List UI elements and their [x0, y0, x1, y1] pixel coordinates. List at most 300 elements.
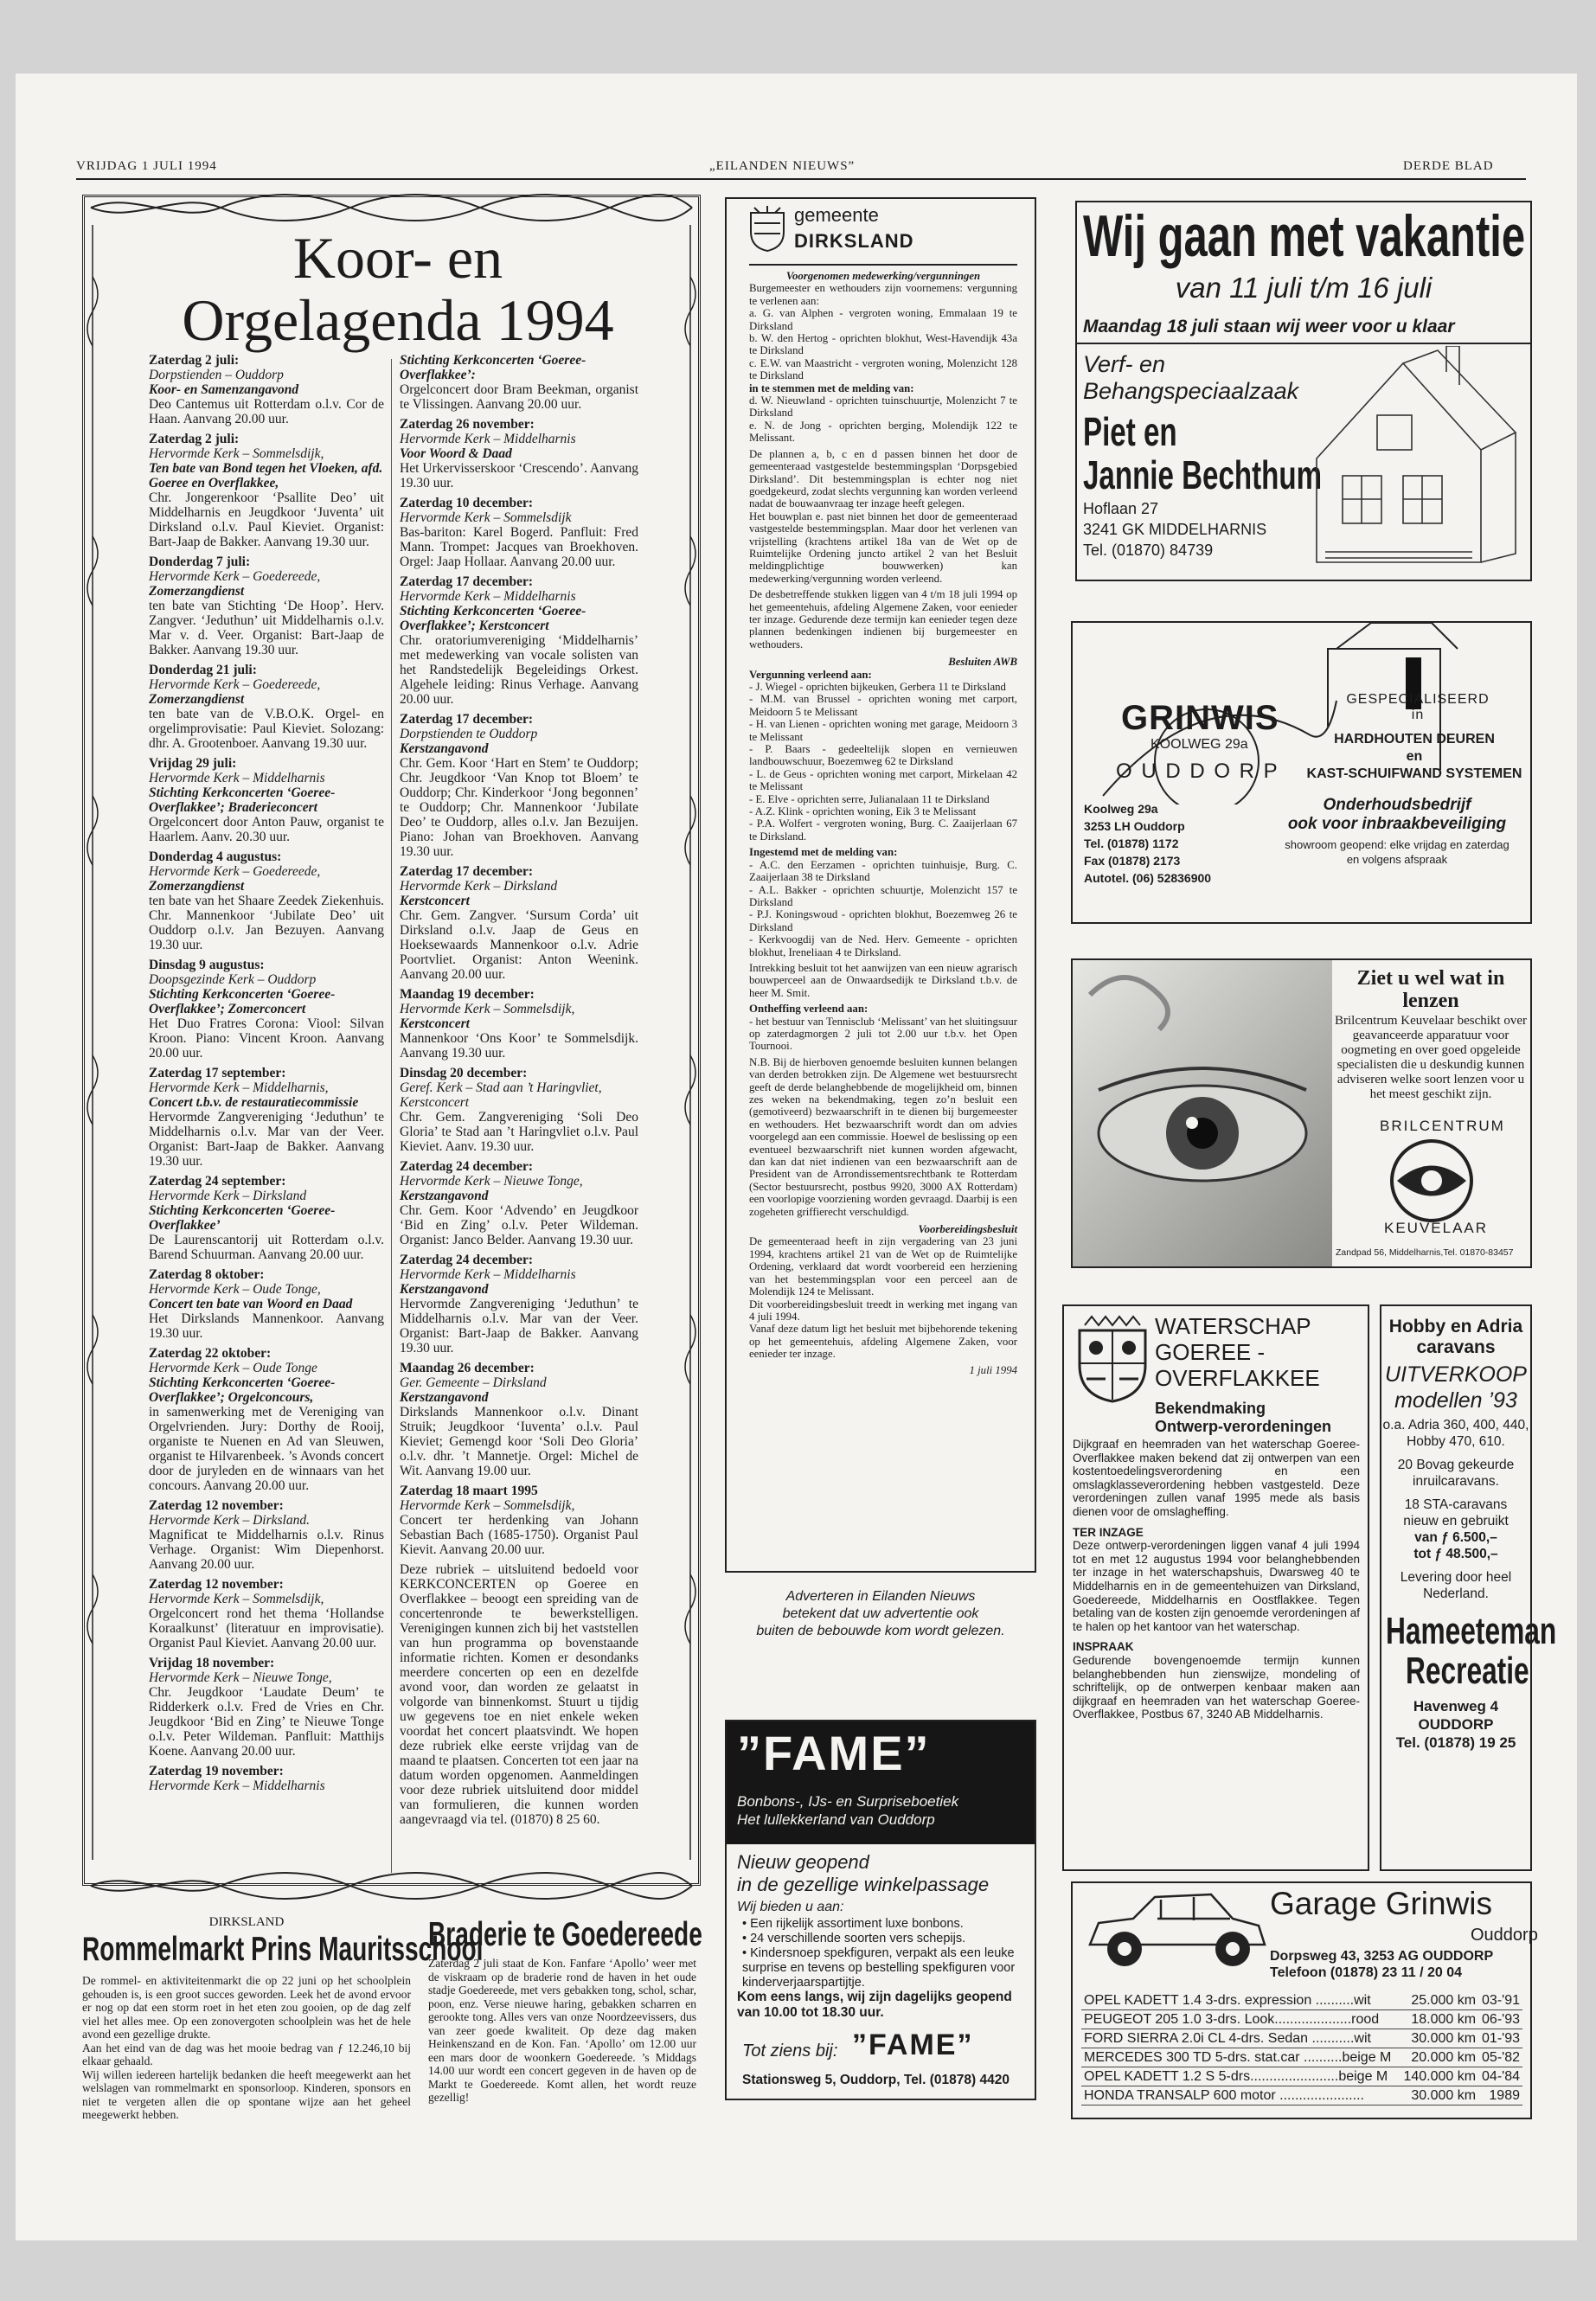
entry-date: Zaterdag 8 oktober:	[149, 1267, 265, 1282]
grinwis-showroom	[1263, 837, 1531, 867]
waterschap-name2: GOEREE -	[1155, 1339, 1266, 1365]
waterschap-name1: WATERSCHAP	[1155, 1313, 1311, 1339]
entry-location: Hervormde Kerk – Oude Tonge,	[149, 1282, 321, 1297]
car-year: 04-'84	[1478, 2067, 1522, 2086]
fame-bullet-item	[742, 1917, 1028, 1932]
header-paper-name: „EILANDEN NIEUWS”	[709, 159, 856, 173]
entry-location: Geref. Kerk – Stad aan ’t Haringvliet, Kerstconcert	[400, 1080, 602, 1110]
agenda-title	[121, 227, 675, 351]
gemeente-voorb: Voorbereidingsbesluit	[918, 1223, 1017, 1236]
entry-text: ten bate van het Shaare Zeedek Ziekenhuis. Chr. Mannenkoor ‘Jubilate Deo’ uit Ouddorp o.l.v. Jan Bezuyen. Aanvang 19.30 uur.	[149, 894, 384, 952]
entry-date: Zaterdag 17 december:	[400, 712, 534, 727]
entry-text: Hervormde Zangvereniging ‘Jeduthun’ te Middelharnis o.l.v. Mar van der Veer. Organist: Bart-Jaap de Bakker. Aanvang 19.30 uur.	[149, 1110, 384, 1169]
fame-ziens: Tot ziens bij:	[742, 2041, 838, 2061]
grinwis-c5: Autotel. (06) 52836900	[1084, 871, 1212, 885]
agenda-column-rule	[391, 359, 392, 1873]
grinwis-spec1: GESPECIALISEERD	[1346, 692, 1490, 707]
vakantie-type2: Behangspeciaalzaak	[1083, 378, 1299, 404]
waterschap-h3: INSPRAAK	[1073, 1640, 1134, 1654]
header-page-label: DERDE BLAD	[1403, 159, 1494, 173]
entry-location: Hervormde Kerk – Middelharnis	[400, 589, 576, 604]
header-rule	[76, 178, 1526, 180]
fame-address: Stationsweg 5, Ouddorp, Tel. (01878) 4420	[742, 2073, 1010, 2087]
gemeente-list-item: c. E.W. van Maastricht - vergroten woning, Molenzicht 128 te Dirksland	[749, 356, 1017, 382]
entry-text: Chr. Jeugdkoor ‘Laudate Deum’ te Ridderkerk o.l.v. Fred de Vries en Chr. Jeugdkoor ‘Bid en Zing’ te Nieuwe Tonge o.l.v. Peter Wildeman. Panfluit: Matthijs Koene. Aanvang 20.00 uur.	[149, 1685, 384, 1759]
entry-title: Ten bate van Bond tegen het Vloeken, afd. Goeree en Overflakkee,	[149, 461, 383, 490]
agenda-entry	[400, 864, 638, 982]
agenda-entry	[149, 1066, 384, 1169]
car-km: 140.000 km	[1400, 2067, 1478, 2086]
entry-date: Zaterdag 24 december:	[400, 1159, 534, 1174]
hobby-l9: Levering door heel	[1400, 1570, 1512, 1585]
entry-location: Hervormde Kerk – Dirksland.	[149, 1513, 310, 1528]
vintage-car-icon	[1081, 1884, 1272, 1979]
entry-date: Donderdag 4 augustus:	[149, 849, 282, 864]
car-row	[1081, 2067, 1522, 2086]
gemeente-list-3	[749, 681, 1017, 843]
entry-date: Zaterdag 17 december:	[400, 864, 534, 879]
car-km: 30.000 km	[1400, 2029, 1478, 2048]
entry-title: Concert t.b.v. de restauratiecommissie	[149, 1095, 359, 1110]
car-km: 18.000 km	[1400, 2010, 1478, 2029]
grinwis-contact	[1084, 800, 1211, 887]
fame-logo-small: ”FAME”	[852, 2029, 974, 2061]
waterschap-sub	[1155, 1400, 1331, 1436]
entry-title: Kerstzangavond	[400, 1189, 489, 1203]
waterschap-body	[1073, 1438, 1360, 1721]
vakantie-address	[1083, 498, 1266, 561]
gemeente-date: 1 juli 1994	[969, 1363, 1017, 1376]
gemeente-list-item: d. W. Nieuwland - oprichten tuinschuurtje, Molenzicht 7 te Dirksland	[749, 394, 1017, 420]
hobby-h1: Hobby en Adria	[1388, 1317, 1523, 1336]
entry-date: Zaterdag 2 juli:	[149, 353, 240, 368]
grinwis-m3: showroom geopend: elke vrijdag en zaterdag	[1285, 838, 1509, 851]
fame-visit: Kom eens langs, wij zijn dagelijks geopend van 10.00 tot 18.30 uur.	[737, 1990, 1012, 2020]
entry-title: Zomerzangdienst	[149, 692, 245, 707]
entry-text: Het Duo Fratres Corona: Viool: Silvan Kroon. Piano: Vincent Kroon. Aanvang 20.00 uur.	[149, 1016, 384, 1061]
entry-date: Zaterdag 26 november:	[400, 417, 535, 432]
gemeente-name: DIRKSLAND	[794, 230, 914, 252]
agenda-entry	[400, 353, 638, 412]
entry-location: Hervormde Kerk – Middelharnis	[149, 771, 325, 785]
waterschap-crest-icon	[1073, 1313, 1152, 1404]
gemeente-rule	[749, 264, 1017, 266]
grinwis-c1: Koolweg 29a	[1084, 802, 1158, 816]
agenda-entry	[149, 1267, 384, 1341]
vakantie-title: Wij gaan met vakantie	[1083, 203, 1526, 269]
gemeente-list-2	[749, 394, 1017, 445]
entry-location: Hervormde Kerk – Sommelsdijk,	[400, 1002, 575, 1016]
gemeente-p3: De desbetreffende stukken liggen van 4 t/m 18 juli 1994 op het gemeentehuis, afdeling Algemene Zaken, voor eenieder ter inzage. Gedurende deze termijn kan eenieder tegen deze plannen bedenkingen indienen bij burgemeester en wethouders.	[749, 588, 1017, 651]
vakantie-type1: Verf- en	[1083, 351, 1166, 377]
vakantie-back: Maandag 18 juli staan wij weer voor u klaar	[1083, 317, 1455, 336]
grinwis-spec2: in	[1411, 708, 1425, 722]
fame-heading	[737, 1851, 1028, 1896]
car-model: FORD SIERRA 2.0i CL 4-drs. Sedan ...........wit	[1081, 2029, 1400, 2048]
fame-bullet-text: 24 verschillende soorten vers schepijs.	[750, 1932, 966, 1945]
grinwis-c3: Tel. (01878) 1172	[1084, 836, 1179, 850]
grinwis-p3: KAST-SCHUIFWAND SYSTEMEN	[1306, 766, 1522, 781]
entry-title: Kerstzangavond	[400, 1390, 489, 1405]
fame-bullet-item	[742, 1946, 1028, 1990]
vakantie-names	[1083, 410, 1322, 497]
vakantie-type	[1083, 351, 1298, 405]
agenda-closing: Deze rubriek – uitsluitend bedoeld voor KERKCONCERTEN op Goeree en Overflakkee – beoogt een spreiding van de concertenronde te bewerkstelligen. Verenigingen kunnen zich bij het vaststellen van hun programma op bovenstaande informatie richten. Komen er desondanks meerdere concerten op een en dezelfde avond voor, dan worden ze gelaatst in volgorde van binnenkomst. Stuurt u tijdig uw gegevens toe en niet enkele weken voordat het concert plaatsvindt. We hopen deze rubriek elke eerste vrijdag van de maand te plaatsen. Concerten tot een jaar na datum worden opgenomen. Aanmeldingen voor deze rubriek uitsluitend door middel van formulieren, die kunnen worden aangevraagd via tel. (01870) 8 25 60.	[400, 1562, 638, 1827]
entry-location: Hervormde Kerk – Middelharnis	[149, 1779, 325, 1793]
entry-title: Stichting Kerkconcerten ‘Goeree-Overflakkee’	[149, 1203, 336, 1233]
agenda-entry	[149, 432, 384, 549]
agenda-entry	[149, 1764, 384, 1793]
agenda-column-1	[149, 353, 384, 1798]
gemeente-list-item: a. G. van Alphen - vergroten woning, Emmalaan 19 te Dirksland	[749, 307, 1017, 332]
hobby-l8: tot ƒ 48.500,–	[1413, 1547, 1498, 1561]
entry-title: Stichting Kerkconcerten ‘Goeree-Overflakkee’:	[400, 353, 586, 382]
entry-text: ten bate van de V.B.O.K. Orgel- en orgelimprovisatie: Paul Kieviet. Solozang: dhr. A. Grootenboer. Aanvang 19.30 uur.	[149, 707, 384, 751]
coat-of-arms-icon	[747, 204, 787, 253]
entry-location: Hervormde Kerk – Middelharnis	[400, 432, 576, 446]
gemeente-word: gemeente	[794, 204, 879, 226]
entry-text: Concert ter herdenking van Johann Sebastian Bach (1685-1750). Organist Paul Kievit. Aanvang 20.00 uur.	[400, 1513, 638, 1557]
car-model: OPEL KADETT 1.2 S 5-drs.......................beige M	[1081, 2067, 1400, 2086]
adverteren-line2: betekent dat uw advertentie ook	[782, 1606, 979, 1621]
entry-location: Ger. Gemeente – Dirksland	[400, 1375, 547, 1390]
garage-tel: Telefoon (01878) 23 11 / 20 04	[1270, 1965, 1463, 1980]
gemeente-granted: Vergunning verleend aan:	[749, 668, 872, 681]
fame-band-1: Bonbons-, IJs- en Surpriseboetiek	[737, 1793, 959, 1810]
gemeente-list-item: - M.M. van Brussel - oprichten woning met carport, Meidoorn 5 te Melissant	[749, 693, 1017, 718]
car-km: 20.000 km	[1400, 2048, 1478, 2067]
gemeente-p8: Dit voorbereidingsbesluit treedt in werking met ingang van 4 juli 1994.	[749, 1298, 1017, 1323]
hobby-l3: 20 Bovag gekeurde	[1397, 1458, 1515, 1472]
entry-text: Het Dirkslands Mannenkoor. Aanvang 19.30 uur.	[149, 1311, 384, 1341]
entry-location: Hervormde Kerk – Middelharnis	[400, 1267, 576, 1282]
rommelmarkt-article	[82, 1974, 411, 2122]
vakantie-rule	[1077, 343, 1530, 344]
entry-text: Chr. oratoriumvereniging ‘Middelharnis’ met medewerking van vocale solisten van het Randstedelijk Begeleidings Orkest. Algehele leiding: Rinus Verhage. Aanvang 20.00 uur.	[400, 633, 638, 707]
garage-addr: Dorpsweg 43, 3253 AG OUDDORP	[1270, 1949, 1494, 1964]
grinwis-brand: GRINWIS	[1121, 699, 1279, 737]
vakantie-addr2: 3241 GK MIDDELHARNIS	[1083, 521, 1267, 538]
rommelmarkt-body: De rommel- en aktiviteitenmarkt die op 22 juni op het schoolplein gehouden is, is een groot succes geworden. Leek het de avond ervoor er nog op dat een storm roet in het eten zou gooien, op de dag zelf viel het alles mee. Op een zonovergoten schoolplein was het de hele avond een gezellige drukte.	[82, 1974, 411, 2041]
entry-text: Chr. Gem. Koor ‘Advendo’ en Jeugdkoor ‘Bid en Zing’ o.l.v. Peter Wildeman. Organist: Janco Belder. Aanvang 19.30 uur.	[400, 1203, 638, 1247]
entry-location: Hervormde Kerk – Middelharnis,	[149, 1080, 329, 1095]
brilcentrum-body: Brilcentrum Keuvelaar beschikt over geavanceerde apparatuur voor oogmeting en over goed opgeleide specialisten die u deskundig kunnen adviseren welke soort lenzen voor u het meest geschikt zijn.	[1335, 1014, 1527, 1101]
house-drawing-icon	[1308, 346, 1524, 575]
waterschap-p2: Deze ontwerp-verordeningen liggen vanaf 4 juli 1994 tot en met 12 augustus 1994 voor belanghebbenden ter inzage in het waterschapshuis, Dwarsweg 40 te Middelharnis en in de gemeentehuizen van Dirksland, Goedereede, Middelharnis en Oostflakkee. Tegen betaling van de kosten zijn genoemde verordeningen af te halen op het kantoor van het waterschap.	[1073, 1539, 1360, 1633]
gemeente-awb: Besluiten AWB	[948, 656, 1017, 669]
garage-contact	[1270, 1948, 1493, 1981]
entry-title: Kerstzangavond	[400, 741, 489, 756]
ornament-top	[82, 190, 701, 225]
gemeente-p7: De gemeenteraad heeft in zijn vergadering van 23 juni 1994, krachtens artikel 21 van de Wet op de Ruimtelijke Ordening, verklaard dat wordt voorbereid een herziening van het bestemmingsplan voor een perceel aan de Molendijk 124 te Melissant.	[749, 1235, 1017, 1298]
grinwis-m4: en volgens afspraak	[1346, 853, 1448, 866]
gemeente-list-item: e. N. de Jong - oprichten berging, Molendijk 122 te Melissant.	[749, 419, 1017, 445]
grinwis-p2: en	[1406, 749, 1423, 764]
bullet-icon: •	[742, 1946, 751, 1960]
agenda-title-line1: Koor- en	[292, 225, 503, 291]
car-model: MERCEDES 300 TD 5-drs. stat.car ..........beige M	[1081, 2048, 1400, 2067]
fame-bullets	[742, 1917, 1028, 1990]
gemeente-list-item: - P. Baars - gedeeltelijk slopen en vernieuwen landbouwschuur, Boezemweg 62 te Dirksland	[749, 743, 1017, 768]
hobby-l2: Hobby 470, 610.	[1407, 1434, 1505, 1449]
car-model: OPEL KADETT 1.4 3-drs. expression ..........wit	[1081, 1991, 1400, 2010]
grinwis-c4: Fax (01878) 2173	[1084, 854, 1181, 868]
hobby-l1: o.a. Adria 360, 400, 440,	[1382, 1418, 1529, 1433]
entry-title: Stichting Kerkconcerten ‘Goeree-Overflakkee’; Braderieconcert	[149, 785, 336, 815]
entry-date: Vrijdag 29 juli:	[149, 756, 237, 771]
entry-date: Zaterdag 22 oktober:	[149, 1346, 272, 1361]
waterschap-sub1: Bekendmaking	[1155, 1400, 1266, 1417]
car-row	[1081, 2086, 1522, 2106]
gemeente-list-item: - J. Wiegel - oprichten bijkeuken, Gerbera 11 te Dirksland	[749, 681, 1006, 693]
hobby-address	[1381, 1697, 1530, 1752]
brilcentrum-h1: Ziet u wel wat in	[1356, 967, 1505, 990]
entry-location: Hervormde Kerk – Nieuwe Tonge,	[149, 1670, 332, 1685]
gemeente-heading: Voorgenomen medewerking/vergunningen	[785, 270, 981, 282]
entry-text: Chr. Jongerenkoor ‘Psallite Deo’ uit Middelharnis en Jeugdkoor ‘Juventa’ uit Dirksland o.l.v. Paul Kieviet. Organist: Bart-Jaap de Bakker. Aanvang 19.30 uur.	[149, 490, 384, 549]
gemeente-list-1	[749, 307, 1017, 381]
waterschap-name	[1155, 1313, 1320, 1391]
entry-title: Kerstconcert	[400, 894, 470, 908]
bullet-icon: •	[742, 1932, 751, 1945]
agenda-column-2	[400, 353, 638, 1827]
entry-date: Maandag 19 december:	[400, 987, 535, 1002]
agenda-entry	[149, 1577, 384, 1650]
car-model: HONDA TRANSALP 600 motor ......................	[1081, 2086, 1400, 2106]
adverteren-note	[725, 1588, 1036, 1640]
gemeente-p6: N.B. Bij de hierboven genoemde besluiten kunnen belangen van derden betrokken zijn. De Algemene wet bestuursrecht geeft de derde belanghebbende de mogelijkheid om, binnen zes weken na bekendmaking, tegen zo’n besluit een (gemotiveerd) bezwaarschrift in te dienen bij burgemeester en wethouders. Het bezwaarschrift wordt dan om advies voorgelegd aan een commissie. Hoewel de beslissing op een eventueel bezwaarschrift niet kunnen worden afgewacht, dan kan dat niet indienen van een bezwaarschrift aan de President van de Arrondissementsrechtbank te Rotterdam (Sector bestuursrecht, postbus 9920, 3000 AX Rotterdam) een voorlopige voorziening worden gevraagd. Daarbij is een zogeheten griffierecht verschuldigd.	[749, 1055, 1017, 1218]
entry-title: Stichting Kerkconcerten ‘Goeree-Overflakkee’; Kerstconcert	[400, 604, 586, 633]
hobby-h3: UITVERKOOP	[1385, 1362, 1527, 1387]
hobby-name-2: Recreatie	[1406, 1650, 1529, 1692]
car-km: 30.000 km	[1400, 2086, 1478, 2106]
entry-text: Deo Cantemus uit Rotterdam o.l.v. Cor de Haan. Aanvang 20.00 uur.	[149, 397, 384, 426]
agenda-entry	[149, 1656, 384, 1759]
entry-date: Donderdag 21 juli:	[149, 663, 257, 677]
agenda-entry	[400, 1253, 638, 1356]
entry-text: in samenwerking met de Vereniging van Orgelvrienden. Jury: Dorthy de Rooij, organiste te Nuenen en Ad van Sleuwen, organist te Hilvarenbeek. ’s Avonds concert door de juryleden en de winnaars van het concours. Aanvang 20.00 uur.	[149, 1405, 384, 1493]
agenda-entry	[400, 1066, 638, 1154]
header-date: VRIJDAG 1 JULI 1994	[76, 159, 217, 173]
brilcentrum-h2: lenzen	[1402, 990, 1459, 1012]
agenda-entry	[400, 496, 638, 569]
entry-text: Het Urkervisserskoor ‘Crescendo’. Aanvang 19.30 uur.	[400, 461, 638, 490]
vakantie-name1: Piet en	[1083, 409, 1177, 454]
brilcentrum-logo-1: BRILCENTRUM	[1380, 1118, 1505, 1134]
braderie-title: Braderie te Goedereede	[428, 1916, 702, 1953]
garage-car-list	[1081, 1991, 1522, 2106]
entry-text: Bas-bariton: Karel Bogerd. Panfluit: Fred Mann. Trompet: Jacques van Broekhoven. Orgel: Jaap Hollaar. Aanvang 20.00 uur.	[400, 525, 638, 569]
entry-location: Hervormde Kerk – Goedereede,	[149, 864, 321, 879]
entry-text: Magnificat te Middelharnis o.l.v. Rinus Verhage. Organist: Wim Diepenhorst. Aanvang 20.00 uur.	[149, 1528, 384, 1572]
hobby-l6: nieuw en gebruikt	[1403, 1514, 1509, 1529]
grinwis-spec	[1306, 692, 1529, 723]
ornament-right	[677, 225, 703, 1860]
entry-date: Dinsdag 20 december:	[400, 1066, 528, 1080]
fame-offer: Wij bieden u aan:	[737, 1900, 844, 1914]
agenda-entry	[149, 756, 384, 844]
waterschap-name3: OVERFLAKKEE	[1155, 1365, 1320, 1391]
entry-location: Hervormde Kerk – Sommelsdijk,	[149, 446, 324, 461]
agenda-entry	[149, 353, 384, 426]
gemeente-ontheffing: Ontheffing verleend aan:	[749, 1003, 869, 1016]
entry-text: Chr. Gem. Zangver. ‘Sursum Corda’ uit Dirksland o.l.v. Jaap de Geus en Hoeksewaards Mannenkoor o.l.v. Adrie Poortvliet. Organist: Anton Weenink. Aanvang 20.00 uur.	[400, 908, 638, 982]
entry-date: Vrijdag 18 november:	[149, 1656, 275, 1670]
vakantie-dates: van 11 juli t/m 16 juli	[1175, 272, 1433, 304]
gemeente-intro: Burgemeester en wethouders zijn voornemens: vergunning te verlenen aan:	[749, 282, 1017, 307]
agenda-entry	[400, 574, 638, 707]
entry-title: Stichting Kerkconcerten ‘Goeree-Overflakkee’; Zomerconcert	[149, 987, 336, 1016]
entry-date: Zaterdag 24 december:	[400, 1253, 534, 1267]
entry-title: Kerstzangavond	[400, 1282, 489, 1297]
rommelmarkt-kicker: DIRKSLAND	[208, 1915, 285, 1929]
gemeente-p2: Het bouwplan e. past niet binnen het door de gemeenteraad vastgestelde bestemmingsplan. Maar door het verlenen van vrijstelling (krachtens artikel 18a van de Wet op de Ruimtelijke Ordening juncto artikel 2 van het Besluit meldingplichtige bouwwerken) kan medewerking/vergunning worden verleend.	[749, 510, 1017, 585]
entry-text: Mannenkoor ‘Ons Koor’ te Sommelsdijk. Aanvang 19.30 uur.	[400, 1031, 638, 1061]
rommelmarkt-body-3: Wij willen iedereen hartelijk bedanken die heeft meegewerkt aan het welslagen van rommelmarkt en sponsorloop. Kinderen, sponsors en niet te vergeten allen die op spontane wijze aan het geheel meegewerkt hebben.	[82, 2067, 411, 2121]
brilcentrum-logo-2: KEUVELAAR	[1384, 1220, 1489, 1236]
entry-text: ten bate van Stichting ‘De Hoop’. Herv. Zangver. ‘Jeduthun’ uit Middelharnis o.l.v. Mar v. d. Veer. Organist: Bart-Jaap de Bakker. Aanvang 19.30 uur.	[149, 599, 384, 657]
entry-date: Zaterdag 19 november:	[149, 1764, 284, 1779]
hobby-l7: van ƒ 6.500,–	[1414, 1530, 1497, 1545]
agenda-entry	[149, 663, 384, 751]
entry-date: Dinsdag 9 augustus:	[149, 958, 265, 972]
entry-location: Hervormde Kerk – Goedereede,	[149, 677, 321, 692]
agenda-entry	[149, 1498, 384, 1572]
entry-text: Chr. Gem. Koor ‘Hart en Stem’ te Ouddorp; Chr. Jeugdkoor ‘Van Knop tot Bloem’ te Ouddorp; Chr. Kinderkoor ‘Jong begonnen’ te Ouddorp; Chr. Mannenkoor ‘Jubilate Deo’ te Ouddorp, alles o.l.v. Jan Bezuijen. Piano: Johan van Broekhoven. Aanvang 19.30 uur.	[400, 756, 638, 859]
grinwis-arc-2: O U D D O R P	[1116, 760, 1279, 783]
hobby-l10: Nederland.	[1423, 1586, 1489, 1601]
hobby-h4: modellen ’93	[1394, 1388, 1517, 1413]
entry-date: Zaterdag 18 maart 1995	[400, 1484, 538, 1498]
gemeente-list-item: - A.L. Bakker - oprichten schuurtje, Molenzicht 157 te Dirksland	[749, 883, 1017, 908]
garage-place: Ouddorp	[1471, 1926, 1538, 1945]
brilcentrum-address: Zandpad 56, Middelharnis,Tel. 01870-83457	[1336, 1247, 1514, 1258]
fame-bullet-item	[742, 1932, 1028, 1946]
entry-location: Hervormde Kerk – Nieuwe Tonge,	[400, 1174, 583, 1189]
entry-date: Donderdag 7 juli:	[149, 554, 251, 569]
entry-date: Zaterdag 24 september:	[149, 1174, 286, 1189]
car-row	[1081, 2010, 1522, 2029]
car-row	[1081, 2048, 1522, 2067]
brilcentrum-heading	[1332, 967, 1529, 1012]
fame-bullet-text: Kindersnoep spekfiguren, verpakt als een leuke surprise en tevens op bestelling spekfiguren voor kinderverjaarspartijtje.	[742, 1946, 1016, 1990]
agenda-entry	[400, 1484, 638, 1557]
grinwis-arc: KOOLWEG 29a	[1151, 737, 1248, 752]
gemeente-body	[749, 270, 1017, 1376]
grinwis-m1: Onderhoudsbedrijf	[1323, 796, 1471, 814]
agenda-entry	[149, 1346, 384, 1493]
bullet-icon: •	[742, 1917, 751, 1931]
entry-text: Orgelconcert door Bram Beekman, organist te Vlissingen. Aanvang 20.00 uur.	[400, 382, 638, 412]
fame-bullet-text: Een rijkelijk assortiment luxe bonbons.	[750, 1917, 964, 1931]
entry-date: Zaterdag 12 november:	[149, 1498, 284, 1513]
agenda-entry	[400, 1361, 638, 1478]
car-model: PEUGEOT 205 1.0 3-drs. Look....................rood	[1081, 2010, 1400, 2029]
grinwis-maint	[1263, 796, 1531, 834]
hobby-body	[1381, 1317, 1530, 1602]
gemeente-list-item: - P.J. Koningswoud - oprichten blokhut, Boezemweg 26 te Dirksland	[749, 908, 1017, 933]
hobby-a1: Havenweg 4	[1413, 1698, 1499, 1715]
entry-location: Hervormde Kerk – Sommelsdijk	[400, 510, 572, 525]
fame-logo: ”FAME”	[737, 1726, 931, 1780]
entry-location: Hervormde Kerk – Sommelsdijk,	[149, 1592, 324, 1606]
adverteren-line3: buiten de bebouwde kom wordt gelezen.	[756, 1624, 1005, 1638]
hobby-tel: Tel. (01878) 19 25	[1395, 1734, 1516, 1751]
grinwis-p1: HARDHOUTEN DEUREN	[1334, 732, 1495, 747]
hobby-h2: caravans	[1416, 1337, 1496, 1357]
entry-date: Maandag 26 december:	[400, 1361, 535, 1375]
gemeente-list-item: b. W. den Hertog - oprichten blokhut, West-Havendijk 43a te Dirksland	[749, 332, 1017, 357]
entry-title: Kerstconcert	[400, 1016, 470, 1031]
entry-title: Koor- en Samenzangavond	[149, 382, 299, 397]
entry-date: Zaterdag 10 december:	[400, 496, 534, 510]
agenda-title-line2: Orgelagenda 1994	[182, 287, 614, 353]
grinwis-m2: ook voor inbraakbeveiliging	[1287, 815, 1507, 833]
vakantie-tel: Tel. (01870) 84739	[1083, 542, 1214, 559]
entry-text: Hervormde Zangvereniging ‘Jeduthun’ te Middelharnis o.l.v. Mar van der Veer. Organist: Bart-Jaap de Bakker. Aanvang 19.30 uur.	[400, 1297, 638, 1356]
grinwis-c2: 3253 LH Ouddorp	[1084, 819, 1185, 833]
gemeente-p9: Vanaf deze datum ligt het besluit met bijbehorende tekening op het gemeentehuis, afdeling Algemene Zaken, voor eenieder ter inzage.	[749, 1323, 1017, 1361]
entry-title: Zomerzangdienst	[149, 879, 245, 894]
gemeente-list-item: - H. van Lienen - oprichten woning met garage, Meidoorn 3 te Melissant	[749, 718, 1017, 743]
gemeente-list-item: - Kerkvoogdij van de Ned. Herv. Gemeente - oprichten blokhut, Ireneliaan 4 te Dirksland.	[749, 933, 1017, 958]
agenda-entry	[400, 987, 638, 1061]
car-row	[1081, 2029, 1522, 2048]
gemeente-list-4	[749, 859, 1017, 958]
gemeente-p4: Intrekking besluit tot het aanwijzen van een nieuw agrarisch bouwperceel aan de Onwaardsedijk te Dirksland t.b.v. de heer M. Smit.	[749, 961, 1017, 999]
entry-title: Concert ten bate van Woord en Daad	[149, 1297, 353, 1311]
eye-icon	[1073, 960, 1332, 1266]
waterschap-p1: Dijkgraaf en heemraden van het waterschap Goeree-Overflakkee maken bekend dat zij ontwerpen van een kostentoedelingsverordening en een omslagklasseverordening hebben vastgesteld. Deze verordeningen zullen vanaf 1995 mede als basis dienen voor de omslagheffing.	[1073, 1438, 1360, 1518]
entry-title: Stichting Kerkconcerten ‘Goeree-Overflakkee’; Orgelconcours,	[149, 1375, 336, 1405]
entry-location: Doopsgezinde Kerk – Ouddorp	[149, 972, 317, 987]
waterschap-p3: Gedurende bovengenoemde termijn kunnen belanghebbenden hun zienswijze, mondeling of schriftelijk, op de ontwerpen kenbaar maken aan dijkgraaf en heemraden van het waterschap Goeree-Overflakkee, Postbus 67, 3240 AB Middelharnis.	[1073, 1653, 1360, 1721]
car-year: 01-'93	[1478, 2029, 1522, 2048]
waterschap-h2: TER INZAGE	[1073, 1525, 1144, 1539]
gemeente-p5: - het bestuur van Tennisclub ‘Melissant’ van het sluitingsuur op zaterdagmorgen 2 juli tot 2.00 uur t.b.v. het Open Tournooi.	[749, 1015, 1017, 1053]
gemeente-mid: in te stemmen met de melding van:	[749, 381, 914, 394]
entry-text: Dirkslands Mannenkoor o.l.v. Dinant Struik; Jeugdkoor ‘Iuventa’ o.l.v. Paul Kieviet; Gemengd koor ‘Soli Deo Gloria’ o.l.v. dhr. ’t Mannetje. Orgel: Michel de Wit. Aanvang 19.00 uur.	[400, 1405, 638, 1478]
agenda-entry	[149, 958, 384, 1061]
agenda-entry	[400, 1159, 638, 1247]
agenda-entry	[400, 712, 638, 859]
gemeente-melding: Ingestemd met de melding van:	[749, 846, 898, 859]
entry-date: Zaterdag 17 december:	[400, 574, 534, 589]
gemeente-p1: De plannen a, b, c en d passen binnen het door de gemeenteraad vastgestelde bestemmingsplan ‘Dorpsgebied Dirksland’. Dit bestemmingsplan is echter nog niet goedgekeurd, zodat slechts vergunning kan worden verleend nadat de bouwaanvraag ter inzage heeft gelegen.	[749, 447, 1017, 510]
entry-location: Dorpstienden – Ouddorp	[149, 368, 284, 382]
vakantie-addr1: Hoflaan 27	[1083, 500, 1159, 517]
hobby-l4: inruilcaravans.	[1413, 1474, 1499, 1489]
entry-location: Hervormde Kerk – Dirksland	[400, 879, 558, 894]
entry-date: Zaterdag 17 september:	[149, 1066, 286, 1080]
rommelmarkt-title: Rommelmarkt Prins Mauritsschool	[82, 1931, 484, 1968]
agenda-entry	[400, 417, 638, 490]
car-year: 05-'82	[1478, 2048, 1522, 2067]
entry-title: Zomerzangdienst	[149, 584, 245, 599]
gemeente-list-item: - L. de Geus - oprichten woning met carport, Mirkelaan 42 te Melissant	[749, 767, 1017, 793]
hobby-a2: OUDDORP	[1418, 1716, 1494, 1733]
hobby-l5: 18 STA-caravans	[1404, 1497, 1508, 1512]
agenda-entry	[149, 554, 384, 657]
entry-text: Orgelconcert door Anton Pauw, organist te Haarlem. Aanv. 20.30 uur.	[149, 815, 384, 844]
agenda-column-2-items	[400, 353, 638, 1557]
entry-location: Hervormde Kerk – Oude Tonge	[149, 1361, 317, 1375]
car-year: 03-'91	[1478, 1991, 1522, 2010]
entry-date: Zaterdag 12 november:	[149, 1577, 284, 1592]
adverteren-line1: Adverteren in Eilanden Nieuws	[785, 1589, 976, 1604]
agenda-entry	[149, 1174, 384, 1262]
gemeente-list-item: - A.C. den Eerzamen - oprichten tuinhuisje, Burg. C. Zaaijerlaan 38 te Dirksland	[749, 858, 1017, 884]
